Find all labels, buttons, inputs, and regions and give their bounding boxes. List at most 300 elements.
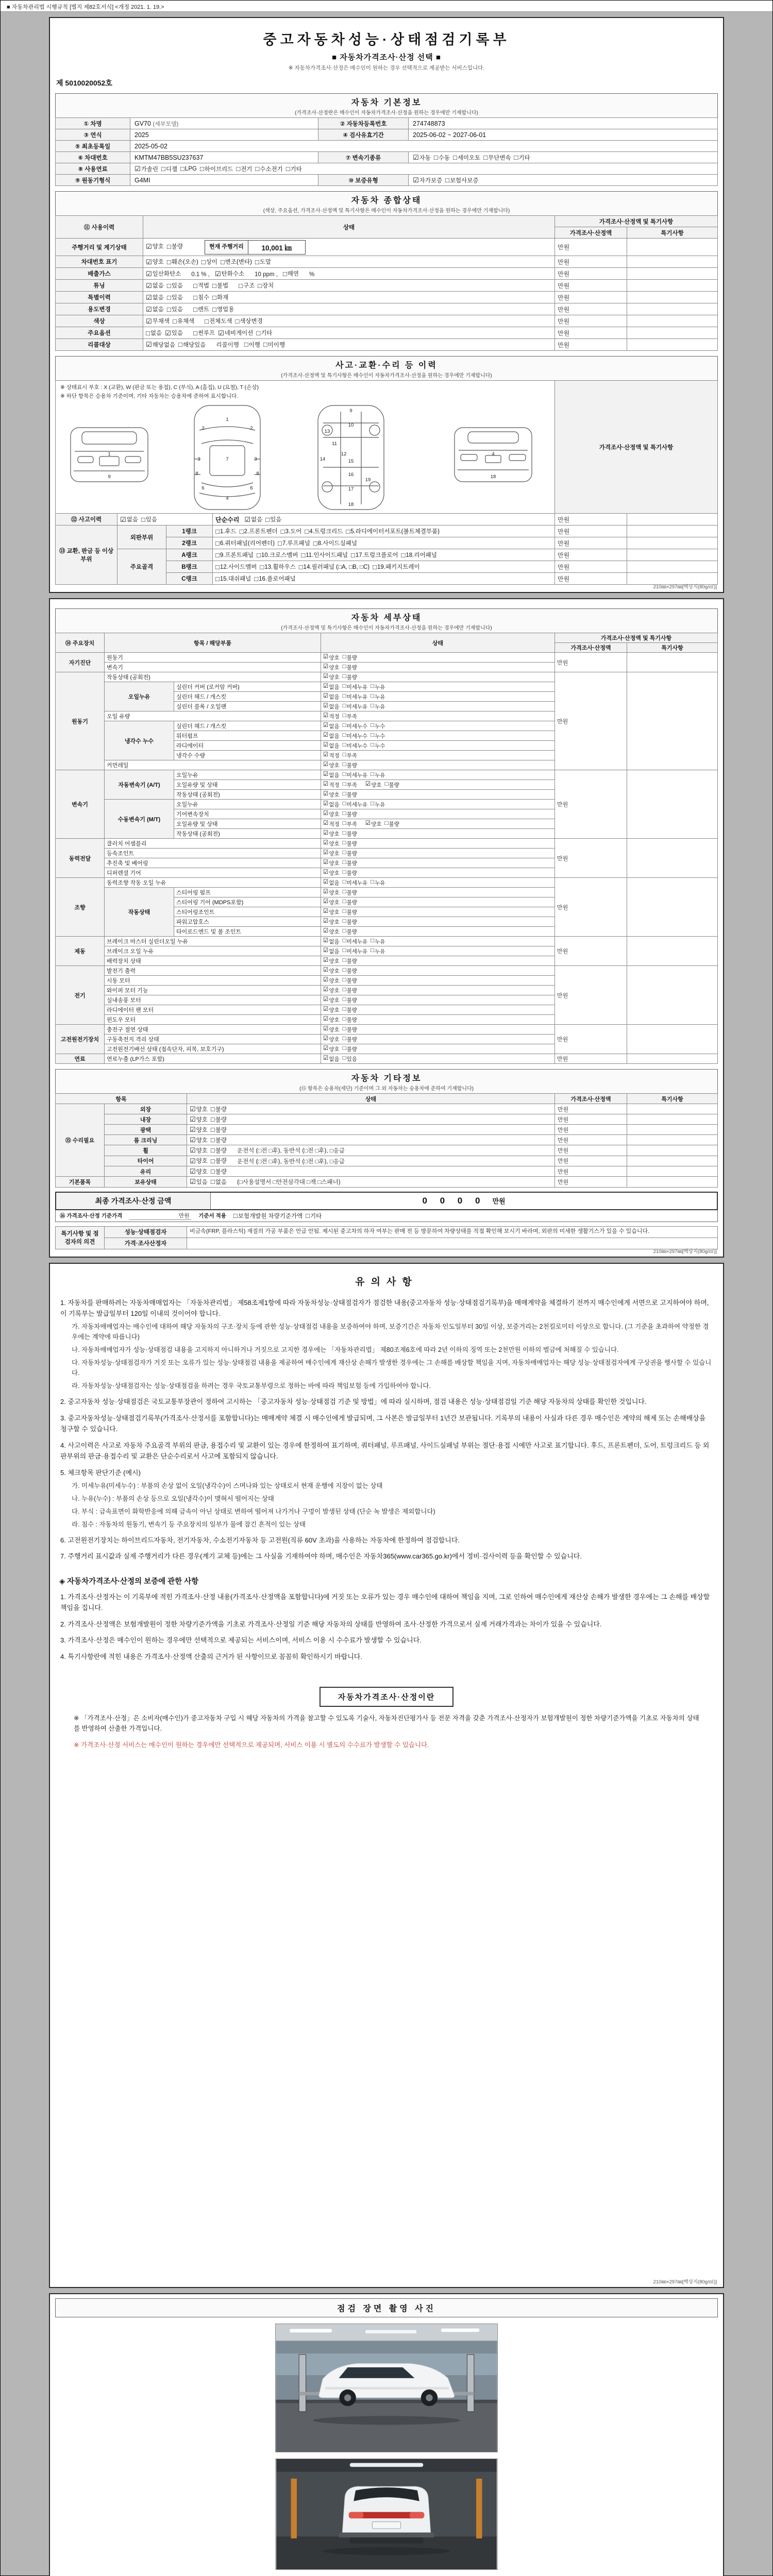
note-cell xyxy=(627,1025,717,1054)
option-16.플로어패널[interactable] xyxy=(254,574,295,583)
checkbox-checked-icon: ☑ xyxy=(146,317,152,325)
checkbox-unchecked-icon: □ xyxy=(342,654,346,660)
option-미세누수[interactable] xyxy=(343,732,368,740)
option-양호[interactable] xyxy=(323,977,340,985)
option-기타[interactable] xyxy=(306,1212,322,1220)
appraiser-role-label: 가격·조사산정자 xyxy=(105,1238,187,1249)
usage-state-cell xyxy=(143,280,555,292)
option-불량[interactable] xyxy=(211,1115,227,1124)
option-썬루프[interactable] xyxy=(193,329,215,337)
option-미세누유[interactable] xyxy=(343,693,368,701)
option-양호[interactable] xyxy=(323,791,340,799)
option-훼손(오손)[interactable] xyxy=(167,258,198,266)
option-영업용[interactable] xyxy=(212,305,234,313)
option-전체도색[interactable] xyxy=(205,317,232,325)
option-양호[interactable] xyxy=(323,850,340,857)
option-17.트렁크플로어[interactable] xyxy=(351,551,398,559)
option-label: 화재 xyxy=(216,295,229,301)
option-label: 양호 xyxy=(329,889,340,896)
option-불량[interactable] xyxy=(343,654,357,662)
option-없음[interactable] xyxy=(146,281,164,290)
option-부족[interactable] xyxy=(343,781,357,789)
checkbox-checked-icon: ☑ xyxy=(323,771,329,778)
option-1.후드[interactable] xyxy=(215,527,237,535)
option-도말[interactable] xyxy=(255,258,271,266)
checkbox-unchecked-icon: □ xyxy=(280,527,285,535)
option-19.패키지트레이[interactable] xyxy=(373,563,420,571)
device-state-cell xyxy=(321,839,555,849)
state-text: 운전석 (□전 □후), 동반석 (□전 □후), □응급 xyxy=(237,1158,345,1165)
option-불량[interactable] xyxy=(211,1157,227,1165)
option-label: 미세누수 xyxy=(346,742,368,749)
option-없음[interactable] xyxy=(323,938,340,945)
detailed-header-row xyxy=(56,633,718,643)
price-basis-row xyxy=(55,1210,718,1222)
option-group xyxy=(323,683,388,689)
checkbox-unchecked-icon: □ xyxy=(342,889,346,895)
option-불량[interactable] xyxy=(343,908,357,916)
option-누유[interactable] xyxy=(371,801,385,808)
inspection-photo-2 xyxy=(275,2459,498,2570)
option-불량[interactable] xyxy=(343,761,357,769)
option-없음[interactable] xyxy=(146,305,164,313)
photo-list xyxy=(55,2317,718,2572)
option-label: 불량 xyxy=(346,1016,357,1023)
option-없음[interactable] xyxy=(323,693,340,701)
checkbox-unchecked-icon: □ xyxy=(220,258,225,266)
option-불량[interactable] xyxy=(343,987,357,994)
option-미세누유[interactable] xyxy=(343,879,368,887)
option-부족[interactable] xyxy=(343,752,357,759)
option-label: 없음 xyxy=(215,1179,227,1185)
option-양호[interactable] xyxy=(190,1136,208,1144)
option-있음[interactable] xyxy=(165,329,183,337)
option-양호[interactable] xyxy=(190,1105,208,1113)
option-미세누수[interactable] xyxy=(343,742,368,750)
option-양호[interactable] xyxy=(323,830,340,838)
option-디젤[interactable] xyxy=(161,165,177,173)
checkbox-unchecked-icon: □ xyxy=(256,329,261,337)
option-없음[interactable] xyxy=(244,515,262,523)
option-없음[interactable] xyxy=(146,329,162,337)
option-18.리어패널[interactable] xyxy=(401,551,437,559)
option-없음[interactable] xyxy=(146,293,164,301)
option-있음[interactable] xyxy=(141,515,157,523)
option-양호[interactable] xyxy=(323,957,340,965)
price-cell: 만원 xyxy=(554,1025,627,1054)
option-없음[interactable] xyxy=(323,742,340,750)
option-양호[interactable] xyxy=(323,1045,340,1053)
option-불량[interactable] xyxy=(343,791,357,799)
option-불량[interactable] xyxy=(343,830,357,838)
option-11.인사이드패널[interactable] xyxy=(301,551,348,559)
option-불량[interactable] xyxy=(343,869,357,877)
option-group xyxy=(244,341,288,348)
svg-text:2: 2 xyxy=(250,425,253,431)
checkbox-unchecked-icon: □ xyxy=(201,258,206,266)
option-양호[interactable] xyxy=(323,1016,340,1024)
option-8.사이드실패널[interactable] xyxy=(313,539,357,547)
option-렌트[interactable] xyxy=(193,305,209,313)
option-없음[interactable] xyxy=(211,1178,227,1186)
option-매연[interactable] xyxy=(283,269,299,278)
option-label: 불량 xyxy=(346,977,357,984)
option-불량[interactable] xyxy=(211,1167,227,1176)
checkbox-unchecked-icon: □ xyxy=(210,1146,215,1154)
option-양호[interactable] xyxy=(190,1167,208,1176)
option-5.라디에이터서포트(볼트체결부품)[interactable] xyxy=(346,527,440,535)
option-label: 색상변경 xyxy=(240,318,263,325)
option-label: 불량 xyxy=(346,654,357,661)
device-label: 고전원전기장치 xyxy=(56,1025,105,1054)
option-불량[interactable] xyxy=(343,1026,357,1033)
device-state-cell xyxy=(321,731,555,741)
option-미세누유[interactable] xyxy=(343,703,368,710)
price-cell: 만원 xyxy=(554,937,627,966)
option-양호[interactable] xyxy=(190,1115,208,1124)
option-양호[interactable] xyxy=(323,859,340,867)
device-state-cell xyxy=(321,1044,555,1054)
option-보험사보증[interactable] xyxy=(445,176,478,184)
option-label: 양호 xyxy=(329,860,340,867)
option-적법[interactable] xyxy=(193,281,209,290)
option-group xyxy=(413,154,533,161)
option-label: 양호 xyxy=(329,899,340,906)
basic-items-state xyxy=(187,1177,555,1188)
usage-history-row xyxy=(56,256,718,268)
checkbox-unchecked-icon: □ xyxy=(255,165,260,173)
accident-history-row xyxy=(56,514,718,526)
option-불량[interactable] xyxy=(343,664,357,671)
option-누유[interactable] xyxy=(371,703,385,710)
option-누유[interactable] xyxy=(371,771,385,779)
option-화재[interactable] xyxy=(212,293,228,301)
option-있음[interactable] xyxy=(265,515,281,523)
device-state-cell xyxy=(321,995,555,1005)
option-불량[interactable] xyxy=(384,820,399,828)
option-양호[interactable] xyxy=(323,899,340,906)
option-양호[interactable] xyxy=(365,781,382,789)
option-label: 없음 xyxy=(251,517,263,523)
state-header: 상태 xyxy=(143,216,555,239)
option-불량[interactable] xyxy=(343,977,357,985)
option-가솔린[interactable] xyxy=(135,165,158,173)
option-불량[interactable] xyxy=(343,899,357,906)
option-group xyxy=(190,1159,230,1165)
option-양호[interactable] xyxy=(323,1026,340,1033)
cautions-item: 다. 부식 : 금속표면이 화학반응에 의해 금속이 아닌 상태로 변하여 떨어져 나가거나 구멍이 발생된 상태 (단순 녹 발생은 제외합니다) xyxy=(72,1508,435,1515)
option-적정[interactable] xyxy=(323,781,340,789)
option-불량[interactable] xyxy=(211,1136,227,1144)
checkbox-checked-icon: ☑ xyxy=(323,752,329,758)
option-수소전기[interactable] xyxy=(255,165,282,173)
option-label: 없음 xyxy=(329,772,340,778)
option-해당없음[interactable] xyxy=(146,341,175,349)
option-불량[interactable] xyxy=(343,673,357,681)
option-있음[interactable] xyxy=(190,1178,208,1186)
year-value: 2025 xyxy=(130,129,318,141)
option-누유[interactable] xyxy=(371,683,385,691)
usage-item-label: 리콜대상 xyxy=(56,339,143,351)
option-탄화수소[interactable] xyxy=(215,269,244,278)
option-label: 있음 xyxy=(171,295,183,301)
checkbox-unchecked-icon: □ xyxy=(199,165,204,173)
option-불량[interactable] xyxy=(211,1126,227,1134)
option-label: 불법 xyxy=(216,283,229,289)
option-불량[interactable] xyxy=(343,1006,357,1014)
option-양호[interactable] xyxy=(323,654,340,662)
option-불량[interactable] xyxy=(343,859,357,867)
checkbox-unchecked-icon: □ xyxy=(342,840,346,846)
option-양호[interactable] xyxy=(323,840,340,848)
svg-text:17: 17 xyxy=(348,486,354,492)
option-없음[interactable] xyxy=(323,771,340,779)
option-없음[interactable] xyxy=(323,722,340,730)
option-누유[interactable] xyxy=(371,938,385,945)
option-4.트렁크리드[interactable] xyxy=(305,527,343,535)
option-양호[interactable] xyxy=(323,761,340,769)
option-없음[interactable] xyxy=(120,515,138,523)
option-양호[interactable] xyxy=(146,242,164,250)
option-group xyxy=(323,742,388,748)
option-없음[interactable] xyxy=(323,801,340,808)
option-양호[interactable] xyxy=(323,810,340,818)
option-불량[interactable] xyxy=(343,967,357,975)
option-누유[interactable] xyxy=(371,693,385,701)
option-누수[interactable] xyxy=(371,732,385,740)
option-불량[interactable] xyxy=(343,850,357,857)
option-네비게이션[interactable] xyxy=(218,329,253,337)
option-누수[interactable] xyxy=(371,742,385,750)
checkbox-unchecked-icon: □ xyxy=(210,1115,215,1123)
option-없음[interactable] xyxy=(323,703,340,710)
usage-item-label: 주요옵션 xyxy=(56,327,143,339)
option-group xyxy=(323,967,360,973)
reg-no-label: ② 자동차등록번호 xyxy=(318,118,409,129)
panel-detailed-state xyxy=(49,598,724,1258)
device-state-cell xyxy=(321,702,555,711)
option-불량[interactable] xyxy=(343,957,357,965)
option-있음[interactable] xyxy=(167,305,183,313)
checkbox-unchecked-icon: □ xyxy=(239,281,243,290)
option-없음[interactable] xyxy=(323,947,340,955)
option-15.대쉬패널[interactable] xyxy=(215,574,251,583)
option-label: 없음 xyxy=(329,1056,340,1062)
device-item-name: 라디에이터 xyxy=(174,741,321,751)
option-이행[interactable] xyxy=(244,341,260,349)
option-양호[interactable] xyxy=(323,664,340,671)
option-부족[interactable] xyxy=(343,820,357,828)
option-구조[interactable] xyxy=(239,281,255,290)
option-group xyxy=(190,1107,230,1113)
option-유채색[interactable] xyxy=(173,317,194,325)
option-양호[interactable] xyxy=(323,918,340,926)
option-자가보증[interactable] xyxy=(413,176,442,184)
option-양호[interactable] xyxy=(323,1006,340,1014)
option-무채색[interactable] xyxy=(146,317,170,325)
option-적정[interactable] xyxy=(323,820,340,828)
checkbox-unchecked-icon: □ xyxy=(342,810,346,817)
option-누유[interactable] xyxy=(371,879,385,887)
option-불량[interactable] xyxy=(343,996,357,1004)
option-label: 불량 xyxy=(346,919,357,925)
option-미세누유[interactable] xyxy=(343,938,368,945)
option-양호[interactable] xyxy=(323,1036,340,1043)
option-없음[interactable] xyxy=(323,1055,340,1063)
checkbox-unchecked-icon: □ xyxy=(212,281,216,290)
option-label: 미세누수 xyxy=(346,723,368,730)
option-7.루프패널[interactable] xyxy=(278,539,310,547)
option-없음[interactable] xyxy=(323,683,340,691)
option-label: 불량 xyxy=(346,968,357,974)
option-양호[interactable] xyxy=(323,996,340,1004)
option-label: 1.후드 xyxy=(220,529,237,535)
option-불량[interactable] xyxy=(343,1045,357,1053)
option-자동[interactable] xyxy=(413,154,431,162)
checkbox-checked-icon: ☑ xyxy=(323,889,329,895)
option-있음[interactable] xyxy=(167,293,183,301)
device-item-name: 기어변속장치 xyxy=(174,809,321,819)
option-누유[interactable] xyxy=(371,947,385,955)
option-미세누유[interactable] xyxy=(343,683,368,691)
option-LPG[interactable] xyxy=(180,165,197,172)
inspection-photo-1 xyxy=(275,2324,498,2452)
item-header: 항목 xyxy=(56,1094,187,1104)
option-양호[interactable] xyxy=(365,820,382,828)
option-label: 불량 xyxy=(215,1106,227,1113)
option-2.프론트펜더[interactable] xyxy=(240,527,278,535)
option-있음[interactable] xyxy=(343,1055,357,1063)
option-불량[interactable] xyxy=(343,1016,357,1024)
price-header: 가격조사·산정액 xyxy=(554,643,627,653)
option-불량[interactable] xyxy=(384,781,399,789)
device-state-cell xyxy=(321,1005,555,1015)
option-양호[interactable] xyxy=(323,967,340,975)
device-item-name: 동력조향 작동 오일 누유 xyxy=(105,878,321,888)
option-label: 기타 xyxy=(518,155,530,161)
option-14.필러패널 (□A, □B, □C)[interactable] xyxy=(299,563,369,571)
option-10.크로스멤버[interactable] xyxy=(257,551,298,559)
option-불량[interactable] xyxy=(343,840,357,848)
option-양호[interactable] xyxy=(190,1157,208,1165)
option-기타[interactable] xyxy=(256,329,272,337)
option-없음[interactable] xyxy=(323,732,340,740)
option-변조(변타)[interactable] xyxy=(221,258,252,266)
option-불량[interactable] xyxy=(343,889,357,896)
option-label: 없음 xyxy=(329,938,340,945)
checkbox-unchecked-icon: □ xyxy=(371,732,375,739)
option-불량[interactable] xyxy=(211,1146,227,1155)
option-6.쿼터패널(리어펜더)[interactable] xyxy=(215,539,275,547)
option-미세누수[interactable] xyxy=(343,722,368,730)
inspection-label: ④ 검사유효기간 xyxy=(318,129,409,141)
device-state-cell xyxy=(321,878,555,888)
checkbox-unchecked-icon: □ xyxy=(285,165,290,173)
option-누수[interactable] xyxy=(371,722,385,730)
option-세미오토[interactable] xyxy=(453,154,480,162)
checkbox-checked-icon: ☑ xyxy=(323,1045,329,1052)
option-불량[interactable] xyxy=(343,1036,357,1043)
option-양호[interactable] xyxy=(146,258,164,266)
svg-text:4: 4 xyxy=(226,495,229,501)
option-3.도어[interactable] xyxy=(281,527,302,535)
option-양호[interactable] xyxy=(323,869,340,877)
option-label: 7.루프패널 xyxy=(282,540,310,547)
top-strip xyxy=(1,1,772,12)
checkbox-unchecked-icon: □ xyxy=(342,908,346,915)
option-불량[interactable] xyxy=(343,810,357,818)
current-mileage-box xyxy=(205,240,306,255)
car-name: GV70 xyxy=(135,120,151,127)
document-subnote: ※ 자동차가격조사·산정은 매수인이 원하는 경우 선택적으로 제공받는 서비스입니다. xyxy=(288,65,485,71)
option-적정[interactable] xyxy=(323,713,340,720)
option-양호[interactable] xyxy=(190,1146,208,1155)
option-상이[interactable] xyxy=(201,258,217,266)
option-미세누유[interactable] xyxy=(343,801,368,808)
option-기타[interactable] xyxy=(514,154,530,162)
option-양호[interactable] xyxy=(323,928,340,936)
option-불량[interactable] xyxy=(343,928,357,936)
option-수동[interactable] xyxy=(434,154,450,162)
option-불법[interactable] xyxy=(212,281,228,290)
option-하이브리드[interactable] xyxy=(200,165,233,173)
option-없음[interactable] xyxy=(323,879,340,887)
note-cell xyxy=(627,937,717,966)
option-무단변속[interactable] xyxy=(483,154,511,162)
option-group xyxy=(323,771,388,777)
option-양호[interactable] xyxy=(190,1126,208,1134)
option-해당있음[interactable] xyxy=(178,341,206,349)
option-있음[interactable] xyxy=(167,281,183,290)
svg-text:12: 12 xyxy=(341,451,347,457)
option-침수[interactable] xyxy=(193,293,209,301)
option-보험개발원 차량기준가액[interactable] xyxy=(233,1212,303,1220)
option-label: 양호 xyxy=(329,1007,340,1013)
device-item-name: 오일 유량 xyxy=(105,711,321,721)
option-12.사이드멤버[interactable] xyxy=(215,563,257,571)
option-label: 보험개발원 차량기준가액 xyxy=(238,1213,303,1219)
device-subgroup-label: 오일누유 xyxy=(105,682,174,711)
option-일산화탄소[interactable] xyxy=(146,269,181,278)
option-미이행[interactable] xyxy=(263,341,285,349)
option-13.휠하우스[interactable] xyxy=(260,563,295,571)
option-불량[interactable] xyxy=(343,918,357,926)
option-label: 양호 xyxy=(371,782,382,788)
option-미세누유[interactable] xyxy=(343,947,368,955)
option-불량[interactable] xyxy=(211,1105,227,1113)
option-기타[interactable] xyxy=(286,165,302,173)
option-label: 적정 xyxy=(329,752,340,759)
option-색상변경[interactable] xyxy=(235,317,262,325)
option-미세누유[interactable] xyxy=(343,771,368,779)
option-장치[interactable] xyxy=(258,281,274,290)
option-양호[interactable] xyxy=(323,908,340,916)
option-양호[interactable] xyxy=(323,673,340,681)
option-부족[interactable] xyxy=(343,713,357,720)
option-전기[interactable] xyxy=(236,165,252,173)
option-불량[interactable] xyxy=(167,242,183,250)
option-적정[interactable] xyxy=(323,752,340,759)
option-label: 미세누수 xyxy=(346,733,368,739)
checkbox-checked-icon: ☑ xyxy=(323,1036,329,1042)
option-label: 누유 xyxy=(375,703,385,710)
option-양호[interactable] xyxy=(323,889,340,896)
option-양호[interactable] xyxy=(323,987,340,994)
option-9.프론트패널[interactable] xyxy=(215,551,254,559)
option-label: 양호 xyxy=(329,909,340,916)
usage-state-cell xyxy=(143,256,555,268)
option-label: 불량 xyxy=(346,850,357,857)
